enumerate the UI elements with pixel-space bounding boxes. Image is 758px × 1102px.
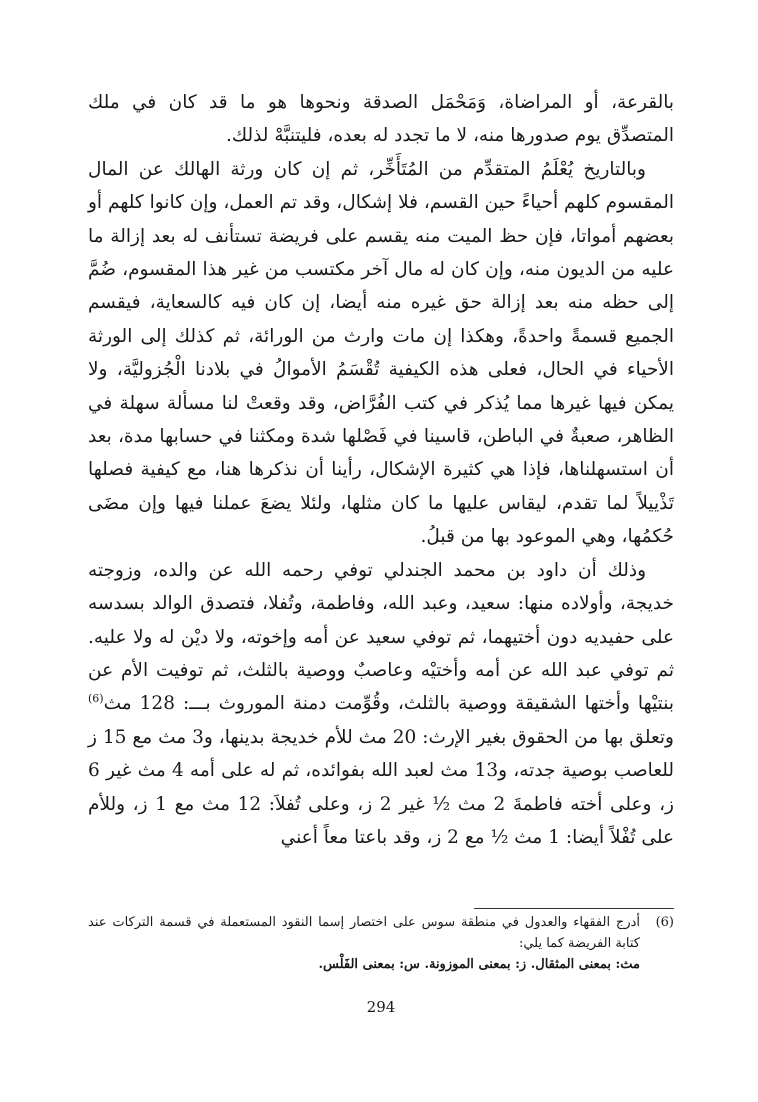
page-number: 294 <box>366 998 396 1016</box>
paragraph-3-part-1: وذلك أن داود بن محمد الجندلي توفي رحمه الله عن والده، وزوجته خديجة، وأولاده منها: سعيد، وعبد الله، وفاطمة، وتُفلا، فتصدق الوالد بسدسه على حفيديه دون أختيهما، ثم توفي سعيد عن أمه وإخوته، ولا ديْن له ولا عليه. ثم توفي عبد الله عن أمه وأختيْه وعاصبٌ ووصية بالثلث، ثم توفيت الأم عن بنتيْها وأختها الشقيقة ووصية بالثلث، وقُوِّمت دمنة الموروث بـــ: 128 مث <box>88 559 674 715</box>
paragraph-3 <box>88 554 674 855</box>
footnote-divider <box>474 908 674 909</box>
footnote-number: (6) <box>655 915 674 930</box>
footnote-text: أدرج الفقهاء والعدول في منطقة سوس على اختصار إسما النقود المستعملة في قسمة التركات عند كتابة الفريضة كما يلي: <box>88 915 640 951</box>
main-text <box>88 86 674 854</box>
paragraph-3-part-2: وتعلق بها من الحقوق بغير الإرث: 20 مث للأم خديجة بدينها، و3 مث مع 15 ز للعاصب بوصية جدته، و13 مث لعبد الله بفوائده، ثم له على أمه 4 مث غير 6 ز، وعلى أخته فاطمةَ 2 مث ½ غير 2 ز، وعلى تُفلاَ: 12 مث مع 1 ز، وللأم على تُفْلاً أيضا: 1 مث ½ مع 2 ز، وقد باعتا معاً أعني <box>88 726 674 848</box>
paragraph-1: بالقرعة، أو المراضاة، وَمَحْمَل الصدقة ونحوها هو ما قد كان في ملك المتصدِّق يوم صدورها منه، لا ما تجدد له بعده، فليتنبَّهْ لذلك. <box>88 92 674 147</box>
paragraph-2: وبالتاريخ يُعْلَمُ المتقدِّم من المُتَأَخِّر، ثم إن كان ورثة الهالك عن المال المقسوم كلهم أحياءً حين القسم، فلا إشكال، وقد تم العمل، وإن كانوا كلهم أو بعضهم أمواتا، فإن حظ الميت منه يقسم على فريضة تستأنف له بعد إزالة ما عليه من الديون منه، وإن كان له مال آخر مكتسب من غير هذا المقسوم، ضُمَّ إلى حظه منه بعد إزالة حق غيره منه أيضا، إن كان فيه كالسعاية، فيقسم الجميع قسمةً واحدةً، وهكذا إن مات وارث من الورائة، ثم كذلك إلى الورثة الأحياء في الحال، فعلى هذه الكيفية تُقْسَمُ الأموالُ في بلادنا الْجُزوليَّة، ولا يمكن فيها غيرها مما يُذكر في كتب الفُرَّاض، وقد وقعتْ لنا مسألة سهلة في الظاهر، صعبةٌ في الباطن، قاسينا في فَصْلها شدة ومكثنا في حسابها مدة، بعد أن استسهلناها، فإذا هي كثيرة الإشكال، رأينا أن نذكرها هنا، مع كيفية فصلها تَذْييلاً لما تقدم، ليقاس عليها ما كان مثلها، ولئلا يضعَ عملنا فيها وإن مضَى حُكمُها، وهي الموعود بها من قبلُ. <box>88 158 674 548</box>
book-page <box>88 86 674 1016</box>
footnote-body <box>88 912 640 975</box>
footnote-abbreviations: مث: بمعنى المثقال. ز: بمعنى الموزونة. س: بمعنى الفَلْس. <box>318 957 640 972</box>
footnote-reference[interactable]: (6) <box>88 692 104 706</box>
footnote <box>88 912 674 975</box>
